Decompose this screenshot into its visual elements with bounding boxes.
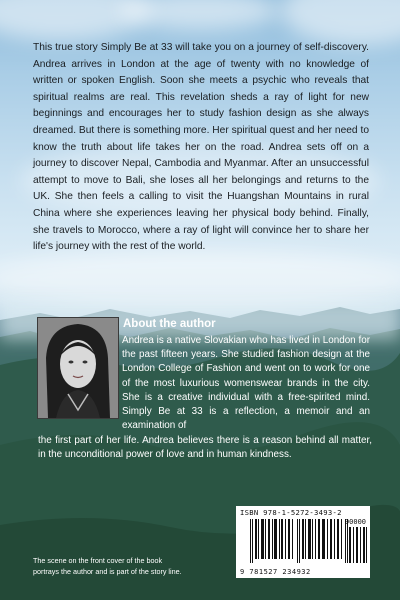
about-author-heading: About the author xyxy=(123,318,216,330)
cloud-shape xyxy=(280,0,400,45)
cover-note: The scene on the front cover of the book portrays the author and is part of the story line. xyxy=(33,556,182,576)
barcode-bars xyxy=(250,519,348,563)
book-blurb: This true story Simply Be at 33 will take you on a journey of self-discovery. Andrea arrives in London at the age of twenty with no knowledge of written or spoken English. Soon she meets a psychic who reveals that spiritual realms are real. This revelation sheds a ray of light for new beginnings and encourages her to study fashion design as she always dreamed. But there is something more. Her spiritual quest and her need to know the truth about life takes her on the road. Andrea sets off on a journey to discover Nepal, Cambodia and Myanmar. After an unsuccessful attempt to move to Bali, she loses all her belongings and returns to the UK. She then feels a calling to visit the Huangshan Mountains in rural China where she experiences leaving her physical body behind. Finally, she travels to Morocco, where a ray of light will convince her to share her life's journey with the rest of the world. xyxy=(33,42,369,253)
author-bio: Andrea is a native Slovakian who has lived in London for the past fifteen years. She studied fashion design at the London College of Fashion and went on to work for one of the most luxurious womenswear brands in the city. She is a creative individual with a free-spirited mind. Simply Be at 33 is a reflection, a memoir and an examination of xyxy=(122,335,370,432)
cloud-shape xyxy=(120,0,280,30)
barcode-digits: 9 781527 234932 xyxy=(240,568,311,576)
isbn-label: ISBN 978-1-5272-3493-2 xyxy=(240,508,342,517)
author-portrait-graphic xyxy=(38,318,118,418)
barcode-addon-number: 90000 xyxy=(344,518,366,526)
isbn-barcode xyxy=(236,506,370,578)
barcode-addon-bars xyxy=(347,527,367,563)
author-bio-continued: the first part of her life. Andrea believes there is a reason behind all matter, in the unconditional power of love and in human kindness. xyxy=(38,435,372,461)
author-photo xyxy=(37,317,119,419)
